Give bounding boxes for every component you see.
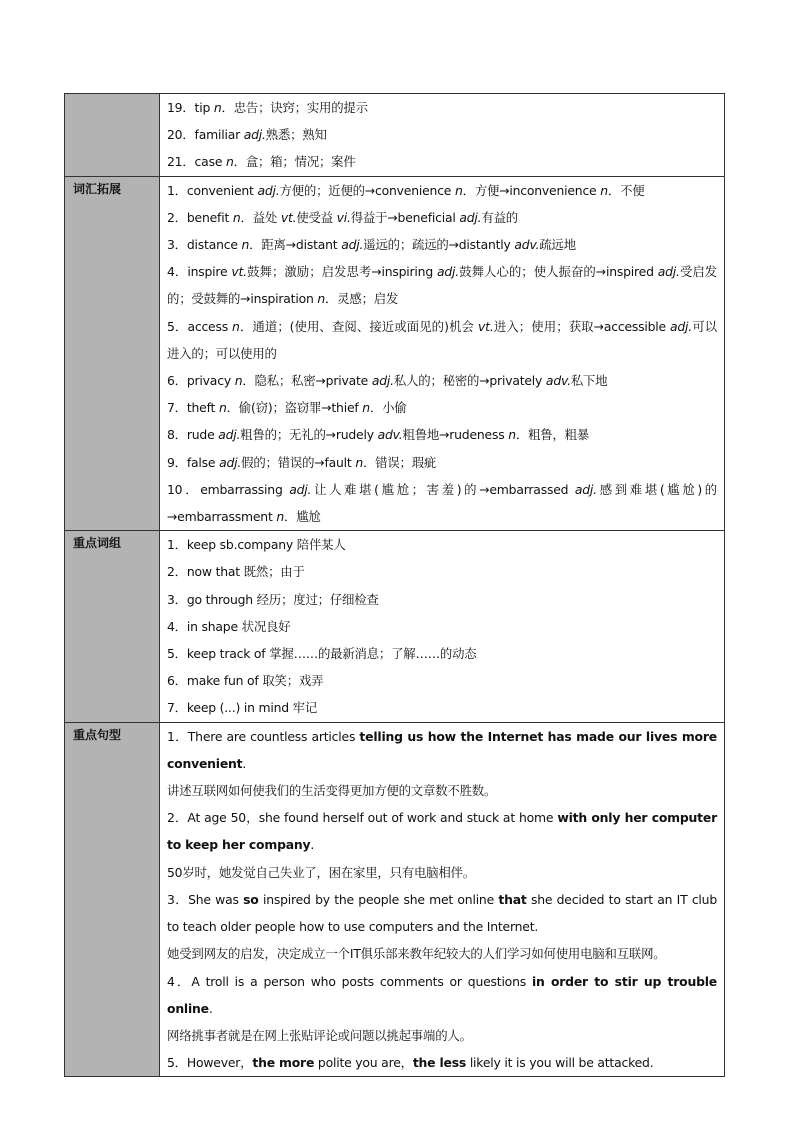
section-label: 重点句型 [65,722,160,1077]
section-label [65,94,160,177]
list-item: 9．false adj.假的；错误的→fault n．错误；瑕疵 [167,454,437,470]
list-item: 8．rude adj.粗鲁的；无礼的→rudely adv.粗鲁地→rudeness n．粗鲁，粗暴 [167,427,590,443]
table-row [65,531,725,722]
table-row [65,722,725,1077]
table-row [65,176,725,531]
list-item: 网络挑事者就是在网上张贴评论或问题以挑起事端的人。 [167,1027,472,1043]
list-item: 1．convenient adj.方便的；近便的→convenience n．方便→inconvenience n．不便 [167,182,645,198]
list-item: 5．However，the more polite you are，the less likely it is you will be attacked. [167,1055,654,1071]
list-item: 她受到网友的启发，决定成立一个IT俱乐部来教年纪较大的人们学习如何使用电脑和互联网。 [167,946,666,962]
list-item: 50岁时，她发觉自己失业了，困在家里，只有电脑相伴。 [167,864,475,880]
list-item: 3．She was so inspired by the people she met online that she decided to start an IT club to teach older people how to use computers and the Internet. [167,891,717,935]
list-item: 4．A troll is a person who posts comments or questions in order to stir up trouble online. [167,973,717,1016]
list-item: 19．tip n．忠告；诀窍；实用的提示 [167,100,368,115]
list-item: 3．distance n．距离→distant adj.遥远的；疏远的→distantly adv.疏远地 [167,237,576,253]
list-item: 20．familiar adj.熟悉；熟知 [167,127,327,143]
list-item: 21．case n．盒；箱；情况；案件 [167,154,356,170]
list-item: 7．theft n．偷(窃)；盗窃罪→thief n．小偷 [167,400,407,416]
list-item: 讲述互联网如何使我们的生活变得更加方便的文章数不胜数。 [167,783,497,799]
list-item: 4．inspire vt.鼓舞；激励；启发思考→inspiring adj.鼓舞人心的；使人振奋的→inspired adj.受启发的；受鼓舞的→inspiration n．灵感；启发 [167,264,717,307]
list-item: 2．now that 既然；由于 [167,564,305,580]
section-content [160,176,725,531]
section-content [160,722,725,1077]
table-row [65,94,725,177]
list-item: 4．in shape 状况良好 [167,618,291,634]
list-item: 1．There are countless articles telling us how the Internet has made our lives more convenient. [167,728,717,771]
section-content [160,94,725,177]
list-item: 7．keep (...) in mind 牢记 [167,700,318,716]
list-item: 6．make fun of 取笑；戏弄 [167,673,324,689]
list-item: 5．keep track of 掌握……的最新消息；了解……的动态 [167,646,477,662]
list-item: 2．benefit n．益处 vt.使受益 vi.得益于→beneficial adj.有益的 [167,209,518,225]
list-item: 5．access n．通道；(使用、查阅、接近或面见的)机会 vt.进入；使用；获取→accessible adj.可以进入的；可以使用的 [167,318,717,361]
list-item: 6．privacy n．隐私；私密→private adj.私人的；秘密的→privately adv.私下地 [167,373,608,389]
list-item: 10．embarrassing adj.让人难堪(尴尬；害羞)的→embarrassed adj.感到难堪(尴尬)的→embarrassment n．尴尬 [167,481,717,525]
list-item: 3．go through 经历；度过；仔细检查 [167,591,379,607]
section-content [160,531,725,722]
list-item: 1．keep sb.company 陪伴某人 [167,537,346,553]
list-item: 2．At age 50，she found herself out of work and stuck at home with only her computer to keep her company. [167,810,717,853]
vocabulary-table [64,93,725,1077]
section-label: 词汇拓展 [65,176,160,531]
section-label: 重点词组 [65,531,160,722]
